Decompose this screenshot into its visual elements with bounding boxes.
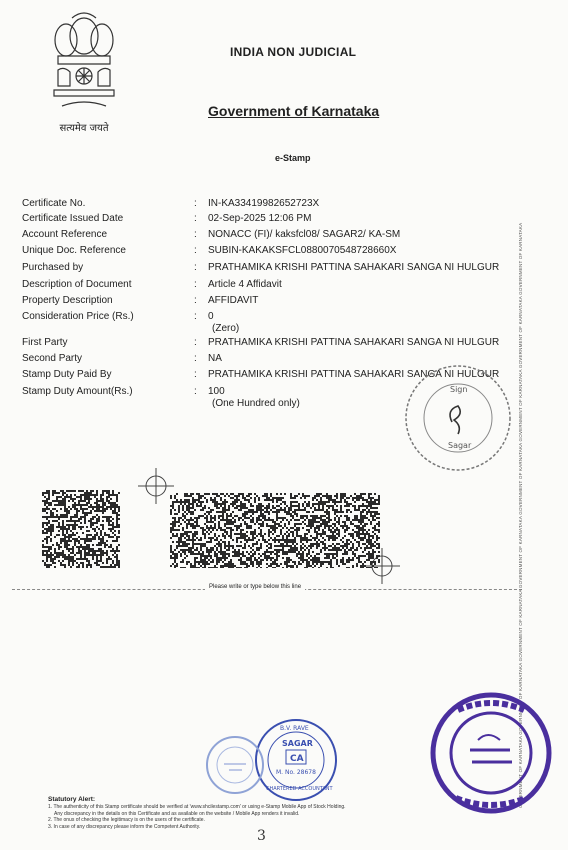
government-heading: Government of Karnataka [208, 103, 380, 119]
property-description: AFFIDAVIT [208, 295, 259, 306]
field-label: Certificate Issued Date [22, 213, 124, 224]
seal-ca-name: SAGAR [282, 739, 313, 748]
statutory-alert-title: Statutory Alert: [48, 796, 96, 803]
consideration-price: 0 [208, 311, 214, 322]
field-separator: : [194, 198, 197, 209]
first-party: PRATHAMIKA KRISHI PATTINA SAHAKARI SANGA NI HULGUR [208, 337, 500, 348]
field-separator: : [194, 337, 197, 348]
page-title: INDIA NON JUDICIAL [230, 45, 357, 59]
stamp-duty-paid-by: PRATHAMIKA KRISHI PATTINA SAHAKARI SANGA NI HULGUR [208, 369, 500, 380]
statutory-alert-item: Any discrepancy in the details on this Certificate and as available on the website / Mobile App renders it invalid. [54, 810, 300, 817]
seal-ca-title: CHARTERED ACCOUNTANT [266, 786, 333, 792]
side-watermark-text: GOVERNMENT OF KARNATAKA GOVERNMENT OF KARNATAKA GOVERNMENT OF KARNATAKA GOVERNMENT OF KARNATAKA GOVERNMENT OF KARNATAKA GOVERNMENT OF KARNATAKA GOVERNMENT OF KARNATAKA GOVERNMENT OF KARNATAKA [518, 222, 523, 808]
statutory-alert-item: 2. The onus of checking the legitimacy is on the users of the certificate. [48, 817, 205, 823]
field-separator: : [194, 386, 197, 397]
field-label: Description of Document [22, 279, 132, 290]
statutory-alert-item: 3. In case of any discrepancy please inform the Competent Authority. [48, 823, 201, 830]
field-label: Consideration Price (Rs.) [22, 311, 134, 322]
account-reference: NONACC (FI)/ kaksfcl08/ SAGAR2/ KA-SM [208, 229, 401, 240]
field-separator: : [194, 229, 197, 240]
stamp-duty-amount: 100 [208, 386, 225, 397]
barcode-icon [170, 493, 380, 568]
certificate-number: IN-KA33419982652723X [208, 198, 320, 209]
field-separator: : [194, 245, 197, 256]
seal-ca-top: B.V. RAVE [280, 725, 309, 732]
seal-sign-label: Sign [450, 385, 468, 394]
seal-sign-name: Sagar [448, 441, 472, 450]
statutory-alert-item: 1. The authenticity of this Stamp certificate should be verified at 'www.shcilestamp.com' or using e-Stamp Mobile App of Stock Holding. [48, 804, 346, 810]
second-party: NA [208, 353, 222, 364]
field-label: Stamp Duty Paid By [22, 369, 112, 380]
field-separator: : [194, 295, 197, 306]
field-separator: : [194, 279, 197, 290]
purchased-by: PRATHAMIKA KRISHI PATTINA SAHAKARI SANGA NI HULGUR [208, 262, 500, 273]
field-label: Second Party [22, 353, 83, 364]
stamp-duty-amount-words: (One Hundred only) [212, 398, 300, 409]
signature-seal [402, 362, 514, 474]
field-separator: : [194, 369, 197, 380]
document-type: e-Stamp [275, 153, 311, 163]
signature-icon [450, 406, 460, 434]
crosshair-icon [138, 468, 174, 504]
consideration-price-value [208, 311, 542, 335]
field-separator: : [194, 311, 197, 322]
consideration-price-words: (Zero) [212, 323, 240, 334]
qr-code-icon [42, 490, 120, 568]
document-description: Article 4 Affidavit [208, 279, 282, 290]
emblem-motto: सत्यमेव जयते [59, 123, 109, 134]
unique-doc-reference: SUBIN-KAKAKSFCL0880070548728660X [208, 245, 397, 256]
field-label: Unique Doc. Reference [22, 245, 126, 256]
state-emblem-icon [44, 6, 124, 116]
field-separator: : [194, 213, 197, 224]
svg-text:CA: CA [290, 754, 304, 764]
field-separator: : [194, 353, 197, 364]
handwritten-page-number: 3 [257, 828, 266, 844]
field-label: Certificate No. [22, 198, 86, 209]
issued-date: 02-Sep-2025 12:06 PM [208, 213, 312, 224]
field-label: Purchased by [22, 262, 84, 273]
field-label: Stamp Duty Amount(Rs.) [22, 386, 133, 397]
field-label: Property Description [22, 295, 113, 306]
field-label: Account Reference [22, 229, 108, 240]
field-separator: : [194, 262, 197, 273]
seal-ca-number: M. No. 28678 [276, 769, 316, 776]
field-label: First Party [22, 337, 68, 348]
write-below-note: Please write or type below this line [205, 584, 305, 590]
office-seal [428, 690, 554, 816]
statutory-alert-list [48, 804, 448, 830]
faded-round-seal [204, 734, 266, 796]
